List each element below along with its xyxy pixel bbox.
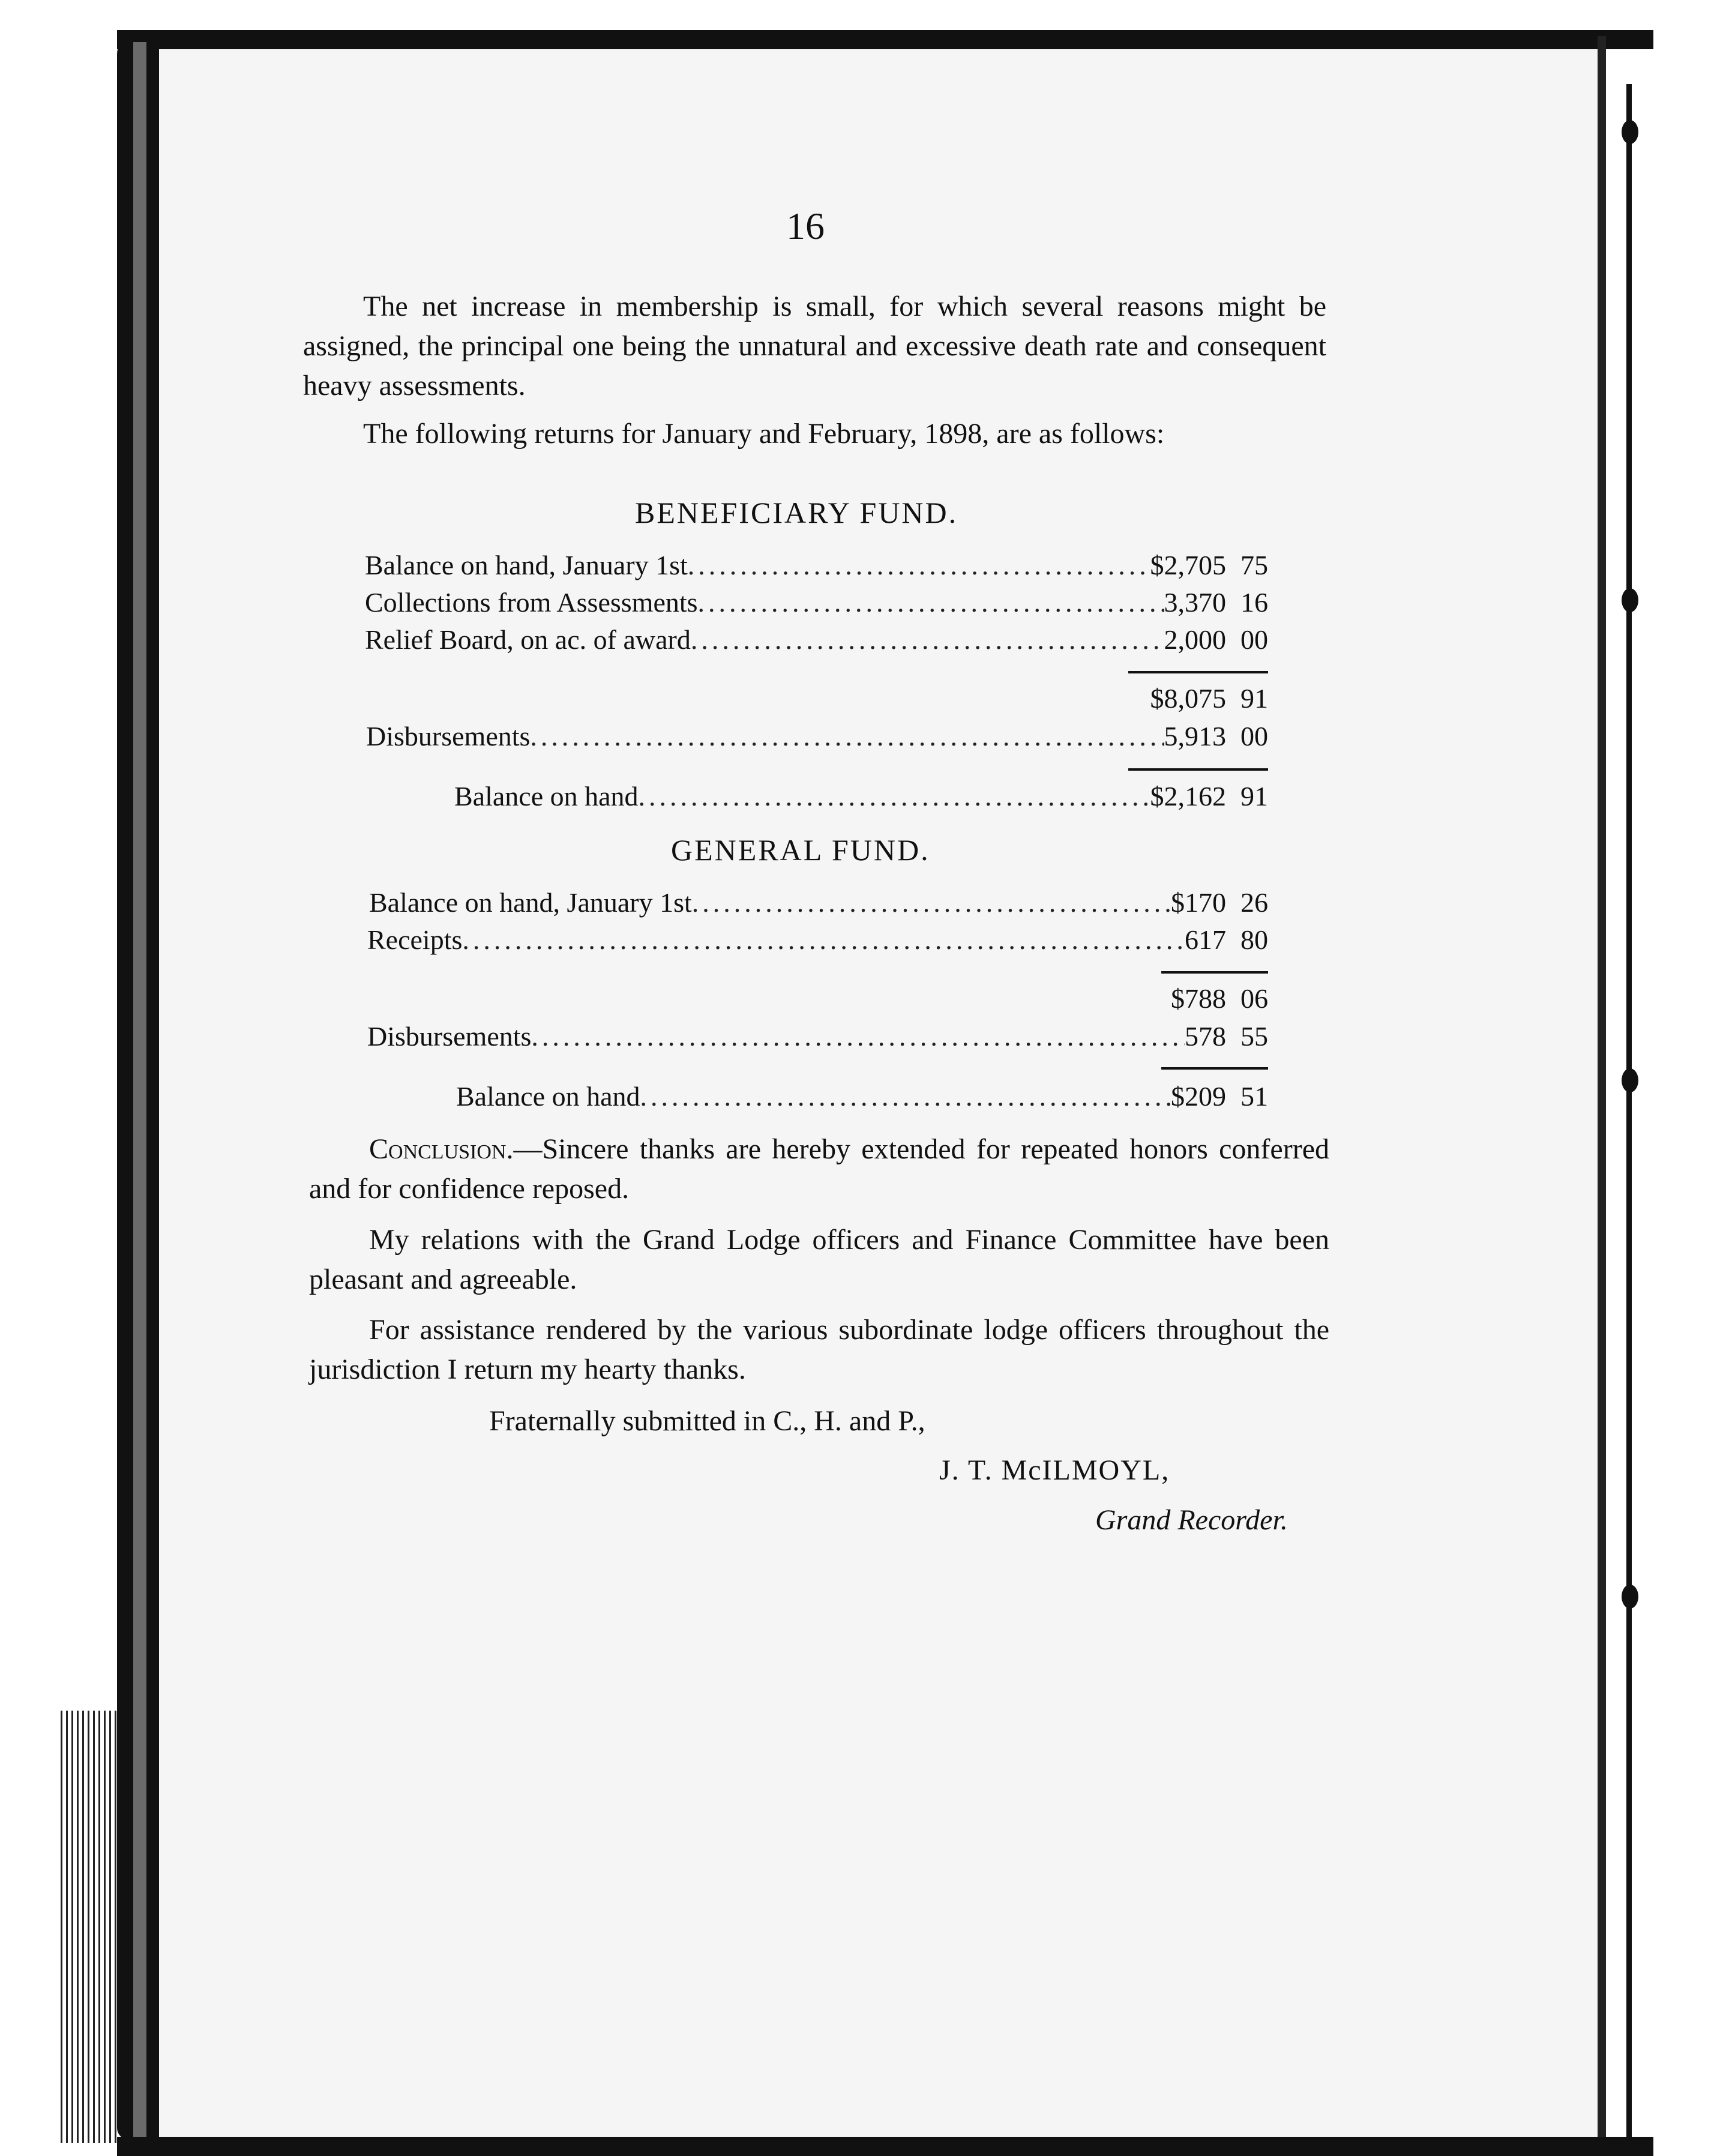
- dot-leader: [692, 887, 1171, 918]
- beneficiary-total: [1020, 682, 1268, 718]
- row-amount: $2,162: [1150, 781, 1226, 812]
- conclusion-text: —Sincere thanks are hereby extended for repeated honors conferred and for confidence reposed.: [309, 1133, 1329, 1205]
- paragraph-returns-intro: The following returns for January and February, 1898, are as follows:: [363, 418, 1165, 450]
- row-label: Relief Board, on ac. of award: [365, 624, 691, 655]
- row-amount: $209: [1171, 1081, 1226, 1112]
- binding-frame-bottom: [117, 2137, 1653, 2156]
- row-label: Balance on hand: [454, 781, 639, 812]
- signature-title: Grand Recorder.: [1095, 1504, 1288, 1536]
- binding-thread: [1626, 84, 1632, 2143]
- row-cents: 80: [1240, 924, 1268, 955]
- paragraph-membership: The net increase in membership is small, for which several reasons might be assigned, the principal one being the unnatural and excessive death rate and consequent heavy assessments.: [303, 291, 1326, 402]
- row-amount: 5,913: [1164, 721, 1226, 751]
- binding-frame-right: [1598, 36, 1606, 2143]
- general-row: [369, 887, 1268, 923]
- row-amount: 578: [1185, 1021, 1226, 1052]
- sum-rule: [1161, 1067, 1268, 1070]
- row-cents: 26: [1240, 887, 1268, 918]
- row-label: Balance on hand, January 1st: [369, 887, 692, 918]
- dot-leader: [462, 924, 1185, 956]
- row-amount: $2,705: [1150, 550, 1226, 580]
- binding-frame-top: [117, 30, 1653, 49]
- row-label: Disbursements: [367, 1021, 532, 1052]
- row-cents: 91: [1240, 781, 1268, 812]
- row-cents: 00: [1240, 624, 1268, 655]
- row-cents: 55: [1240, 1021, 1268, 1052]
- paragraph-assistance: For assistance rendered by the various subordinate lodge officers throughout the jurisdiction I return my hearty thanks.: [309, 1314, 1329, 1385]
- total-cents: 91: [1240, 683, 1268, 714]
- conclusion-lead: Conclusion.: [369, 1133, 514, 1165]
- dot-leader: [698, 586, 1164, 618]
- row-label: Balance on hand: [456, 1081, 640, 1112]
- row-amount: $170: [1171, 887, 1226, 918]
- paragraph-conclusion: [309, 1130, 1329, 1209]
- beneficiary-row: [365, 549, 1268, 585]
- beneficiary-balance: [454, 780, 1268, 816]
- row-amount: 617: [1185, 924, 1226, 955]
- sum-rule: [1128, 671, 1268, 673]
- beneficiary-row: [365, 586, 1268, 622]
- row-cents: 51: [1240, 1081, 1268, 1112]
- row-amount: 3,370: [1164, 587, 1226, 618]
- thread-knot: [1622, 588, 1638, 612]
- thread-knot: [1622, 1585, 1638, 1609]
- beneficiary-fund-heading: BENEFICIARY FUND.: [635, 496, 958, 529]
- total-cents: 06: [1240, 983, 1268, 1014]
- general-row: [367, 924, 1268, 960]
- binding-frame-inner: [133, 42, 146, 2137]
- beneficiary-row: [365, 624, 1268, 660]
- general-disbursements: [367, 1020, 1268, 1056]
- total-amount: $8,075: [1150, 683, 1226, 714]
- signature-name: J. T. McILMOYL,: [939, 1454, 1170, 1486]
- general-balance: [456, 1080, 1268, 1116]
- paragraph-relations: My relations with the Grand Lodge officers and Finance Committee have been pleasant and agreeable.: [309, 1224, 1329, 1295]
- closing-line: Fraternally submitted in C., H. and P.,: [489, 1405, 925, 1437]
- dot-leader: [531, 1020, 1185, 1052]
- thread-knot: [1622, 120, 1638, 144]
- row-cents: 00: [1240, 721, 1268, 751]
- page-edges: [57, 1711, 117, 2143]
- beneficiary-disbursements: [366, 720, 1268, 756]
- dot-leader: [530, 720, 1164, 752]
- sum-rule: [1128, 768, 1268, 771]
- row-label: Disbursements: [366, 721, 531, 751]
- dot-leader: [691, 624, 1164, 655]
- general-fund-heading: GENERAL FUND.: [671, 833, 930, 867]
- row-label: Receipts: [367, 924, 463, 955]
- general-total: [1020, 983, 1268, 1019]
- row-cents: 16: [1240, 587, 1268, 618]
- dot-leader: [639, 780, 1150, 812]
- thread-knot: [1622, 1068, 1638, 1092]
- dot-leader: [640, 1080, 1171, 1112]
- row-label: Balance on hand, January 1st: [365, 550, 688, 580]
- sum-rule: [1161, 971, 1268, 974]
- dot-leader: [688, 549, 1150, 581]
- row-cents: 75: [1240, 550, 1268, 580]
- row-label: Collections from Assessments: [365, 587, 698, 618]
- page-number: 16: [786, 205, 825, 247]
- row-amount: 2,000: [1164, 624, 1226, 655]
- total-amount: $788: [1171, 983, 1226, 1014]
